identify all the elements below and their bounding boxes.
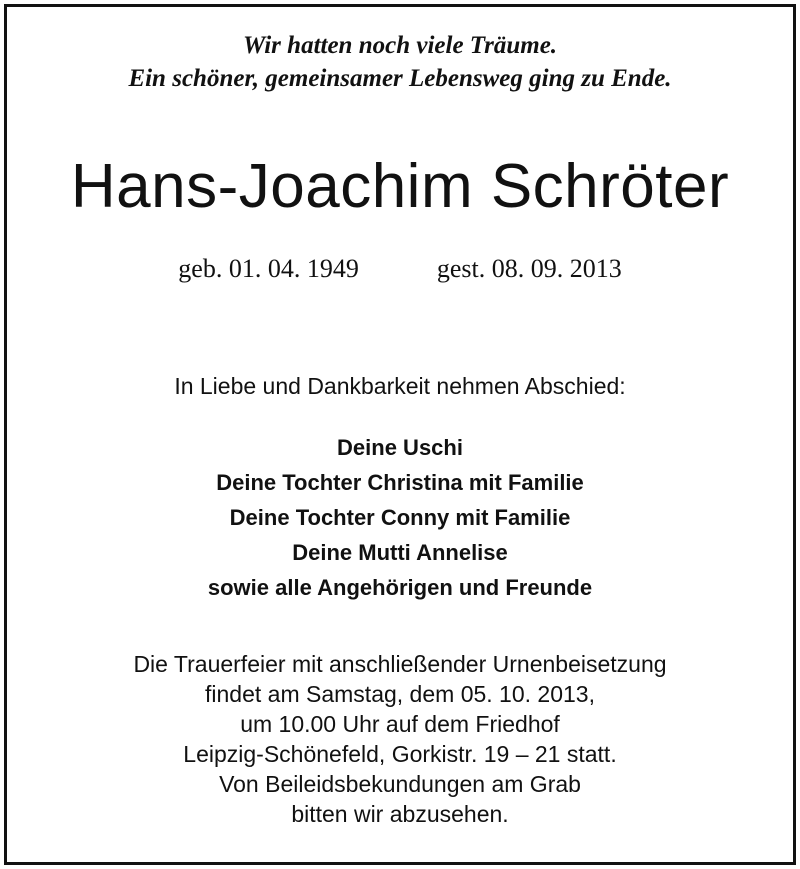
mourner: Deine Tochter Christina mit Familie (216, 470, 584, 495)
mourner: sowie alle Angehörigen und Freunde (207, 575, 593, 600)
birth-date: geb. 01. 04. 1949 (178, 254, 359, 283)
deceased-name: Hans-Joachim Schröter (70, 152, 730, 221)
death-date: gest. 08. 09. 2013 (436, 254, 622, 283)
service-line: um 10.00 Uhr auf dem Friedhof (240, 711, 560, 737)
service-line: Die Trauerfeier mit anschließender Urnenbeisetzung (133, 651, 667, 677)
motto-line: Ein schöner, gemeinsamer Lebensweg ging zu Ende. (128, 65, 672, 92)
mourner: Deine Uschi (337, 435, 463, 460)
service-line: findet am Samstag, dem 05. 10. 2013, (205, 681, 595, 707)
funeral-service-info (7, 649, 793, 829)
life-dates (7, 251, 793, 287)
mourner: Deine Tochter Conny mit Familie (229, 505, 571, 530)
motto (7, 29, 793, 95)
mourner: Deine Mutti Annelise (292, 540, 508, 565)
farewell-text: In Liebe und Dankbarkeit nehmen Abschied: (174, 373, 626, 399)
mourners-list (7, 430, 793, 605)
obituary-frame (4, 4, 796, 865)
motto-line: Wir hatten noch viele Träume. (242, 32, 558, 59)
service-line: Von Beileidsbekundungen am Grab (219, 771, 581, 797)
service-line: bitten wir abzusehen. (291, 801, 509, 827)
service-line: Leipzig-Schönefeld, Gorkistr. 19 – 21 statt. (183, 741, 617, 767)
